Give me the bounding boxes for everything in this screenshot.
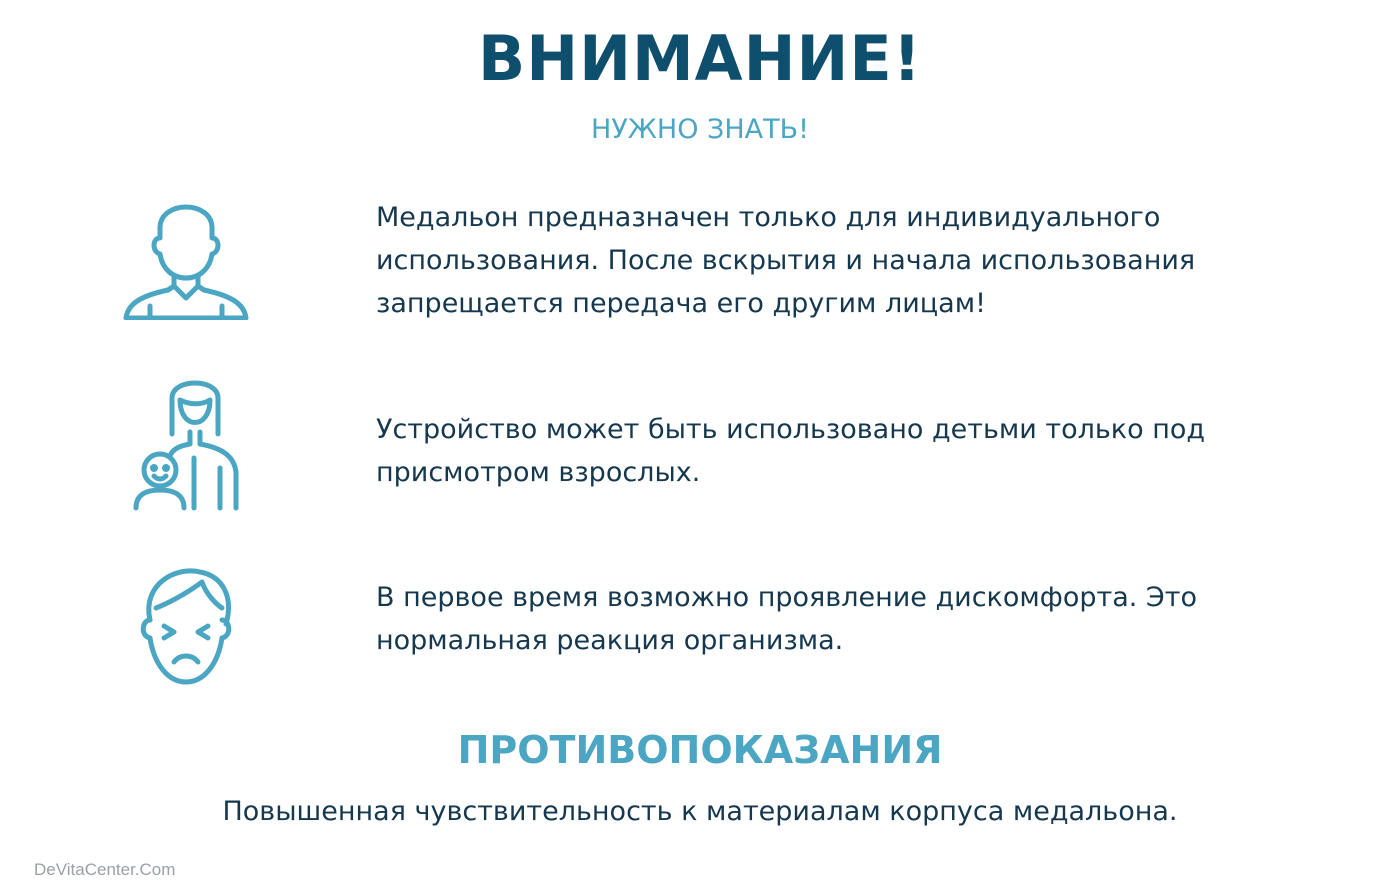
watermark: DeVitaCenter.Com xyxy=(34,860,176,879)
contraindications-title: ПРОТИВОПОКАЗАНИЯ xyxy=(457,728,943,772)
notice-text: В первое время возможно проявление дискомфорта. Это нормальная реакция организма. xyxy=(376,582,1198,656)
page-title: ВНИМАНИЕ! xyxy=(477,22,923,95)
person-icon xyxy=(120,186,252,320)
discomfort-face-icon xyxy=(136,564,236,688)
notice-text: Медальон предназначен только для индивидуального использования. После вскрытия и начала использования запрещается передача его другим лицам! xyxy=(376,202,1196,319)
parent-child-icon xyxy=(130,372,242,514)
notice-text: Устройство может быть использовано детьми только под присмотром взрослых. xyxy=(376,414,1206,488)
page-subtitle: НУЖНО ЗНАТЬ! xyxy=(591,114,809,145)
contraindications-text: Повышенная чувствительность к материалам корпуса медальона. xyxy=(222,796,1178,827)
